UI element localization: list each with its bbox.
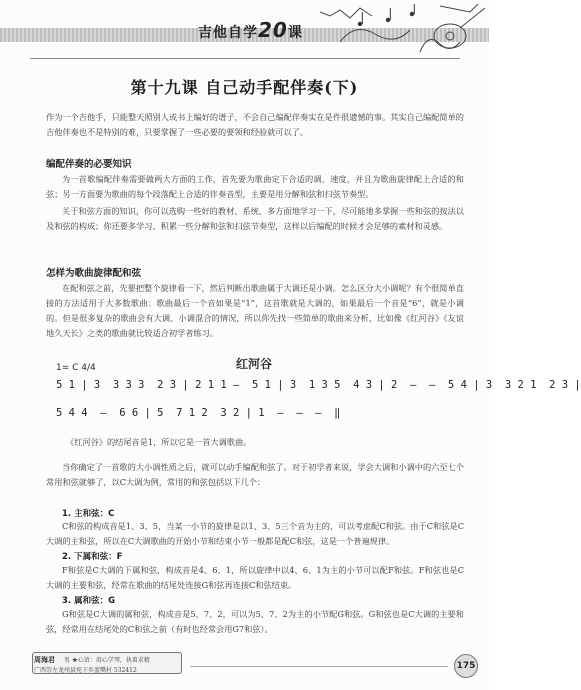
item-body-subdominant: F和弦是C大调的下属和弦，构成音是4、6、1，所以旋律中以4、6、1为主的小节可以配F和弦。F和弦也是C大调的主要和弦，经常在歌曲的结尾处连接G和弦再连接C和弦结束。: [46, 565, 464, 590]
score-caption: 《红河谷》的结尾音是1，所以它是一首大调歌曲。: [66, 437, 252, 447]
chords-intro-paragraph: 当你确定了一首歌的大小调性质之后，就可以动手编配和弦了。对于初学者来说，学会大调和小调中的六至七个常用和弦就够了，以C大调为例，常用的和弦包括以下几个：: [46, 462, 464, 487]
section-heading-chords: 怎样为歌曲旋律配和弦: [46, 268, 142, 279]
intro-paragraph: 作为一个吉他手，只能整天照别人或书上编好的谱子，不会自己编配伴奏实在是件很遗憾的事。其实自己编配简单的吉他伴奏也不是特别的难，只要掌握了一些必要的要领和经验就可以了。: [46, 112, 464, 137]
music-score: [56, 355, 581, 425]
contributor-address: 广西崇左龙州县宛卞乡蓝嘴村 532412: [34, 667, 137, 674]
page-header: [0, 0, 489, 62]
key-signature: 1= C 4/4: [56, 363, 96, 373]
song-title: 红河谷: [236, 357, 273, 371]
book-title-prefix: 吉他自学: [198, 25, 258, 41]
item-heading-tonic: 1. 主和弦：C: [62, 509, 115, 519]
guitar-illustration-icon: [300, 2, 489, 60]
item-body-tonic: C和弦的构成音是1、3、5，当某一小节的旋律是以1、3、5三个音为主的，可以考虑配C和弦。由于C和弦是C大调的主和弦，所以在C大调歌曲的开始小节和结束小节一般都是配C和弦，这是一个普遍规律。: [46, 521, 464, 546]
score-line-2: 5 4 4 – 6 6 | 5 7 1 2 3 2 | 1 – – – ‖: [56, 407, 341, 419]
book-title: [198, 18, 303, 42]
item-heading-dominant: 3. 属和弦：G: [62, 596, 116, 606]
section1-paragraph-1: 为一首歌编配伴奏需要做两大方面的工作，首先要为歌曲定下合适的调、速度，并且为歌曲旋律配上合适的和弦；另一方面要为歌曲的每个段落配上合适的伴奏音型，主要是用分解和弦和扫弦节奏型。: [46, 174, 464, 199]
section-heading-knowledge: 编配伴奏的必要知识: [46, 159, 132, 170]
book-title-suffix: 课: [287, 25, 303, 41]
book-title-number: 20: [258, 18, 288, 42]
footer-divider: [190, 666, 448, 667]
page-number: 175: [454, 654, 478, 678]
page-footer: [0, 648, 489, 690]
contributor-motto: 男 ★心语：用心学琴，执着求精: [64, 657, 150, 664]
contributor-name: 周海君: [34, 656, 55, 664]
section1-paragraph-2: 关于和弦方面的知识，你可以选购一些好的教材、系统、多方面地学习一下，尽可能地多掌握一些和弦的按法以及和弦的构成；你还要多学习、积累一些分解和弦和扫弦节奏型，这样以后编配的时候才会足够的素材和灵感。: [46, 206, 464, 231]
item-body-dominant: G和弦是C大调的属和弦，构成音是5、7、2，可以为5、7、2为主的小节配G和弦。G和弦也是C大调的主要和弦，经常用在结尾处的C和弦之前（有时也经常会用G7和弦）。: [46, 609, 464, 634]
section2-paragraph-1: 在配和弦之前，先要把整个旋律看一下，然后判断出歌曲属于大调还是小调。怎么区分大小调呢？有个很简单直接的方法适用于大多数歌曲：歌曲最后一个音如果是“1”，这首歌就是大调的，如果最后一个音是“6”，就是小调的。但是很多复杂的歌曲会有大调、小调混合的情况，所以你先找一些简单的歌曲来分析，比如像《红河谷》《友谊地久天长》之类的歌曲就比较适合初学者练习。: [46, 283, 464, 338]
lesson-title: 第十九课 自己动手配伴奏(下): [130, 78, 359, 97]
score-line-1: 5 1 | 3 3 3 3 2 3 | 2 1 1 – 5 1 | 3 1 3 5 4 3 | 2 – – 5 4 | 3 3 2 1 2 3 |: [56, 379, 581, 391]
item-heading-subdominant: 2. 下属和弦：F: [62, 552, 123, 562]
header-divider: [30, 58, 460, 59]
